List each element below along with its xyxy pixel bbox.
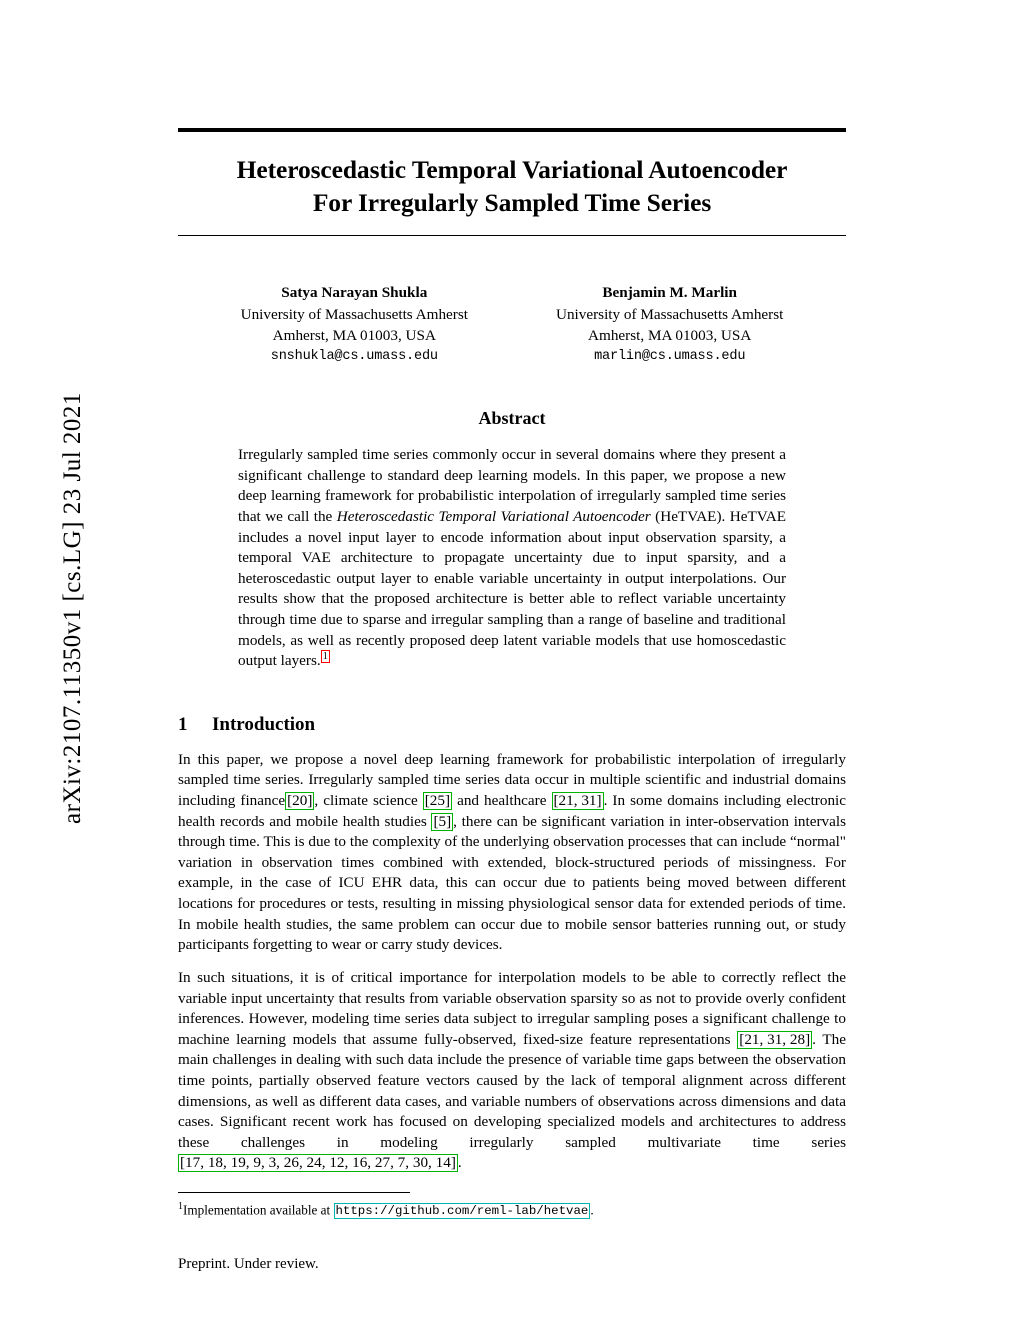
author-email: snshukla@cs.umass.edu xyxy=(270,348,438,364)
text-run: , climate science xyxy=(314,792,423,810)
author-name: Benjamin M. Marlin xyxy=(602,284,737,302)
text-run: . xyxy=(457,1154,462,1172)
footnote-text: Implementation available at xyxy=(183,1202,334,1218)
footnote-marker[interactable]: 1 xyxy=(322,651,328,663)
title-line-2: For Irregularly Sampled Time Series xyxy=(312,187,712,217)
section-number: 1 xyxy=(178,713,188,735)
abstract-italic-term: Heteroscedastic Temporal Variational Autoencoder xyxy=(336,508,651,526)
title-line-1: Heteroscedastic Temporal Variational Autoencoder xyxy=(236,155,788,184)
abstract-text-part1: Irregularly sampled time series commonly occur in several domains where they present a significant challenge to standard deep learning models. In this paper, we propose a new deep learning framework for probabilistic interpolation of irregularly sampled time series that we call the xyxy=(238,446,786,526)
text-run: In such situations, it is of critical importance for interpolation models to be able to correctly reflect the variable input uncertainty that results from variable observation sparsity so as not to provide overly confident inferences. However, modeling time series data subject to irregular sampling poses a significant challenge to machine learning models that assume fully-observed, fixed-size feature representations xyxy=(178,968,846,1048)
author-address: Amherst, MA 01003, USA xyxy=(588,327,752,345)
author-affiliation: University of Massachusetts Amherst xyxy=(240,305,468,323)
text-run: In this paper, we propose a novel deep learning framework for probabilistic interpolation of irregularly sampled time series. Irregularly sampled time series data occur in multiple scientific and industrial domains including finance xyxy=(178,750,846,810)
citation-link[interactable]: [25] xyxy=(424,792,451,810)
author-list xyxy=(178,282,846,366)
abstract-text-part2: (HeTVAE). HeTVAE includes a novel input layer to encode information about input observation sparsity, a temporal VAE architecture to propagate uncertainty due to input sparsity, and a heteroscedastic output layer to enable variable uncertainty in output interpolations. Our results show that the proposed architecture is better able to reflect variable uncertainty through time due to sparse and irregular sampling than a range of baseline and traditional models, as well as recently proposed deep latent variable models that use homoscedastic output layers. xyxy=(238,508,786,670)
paragraph-intro-2 xyxy=(178,968,846,1174)
page-title xyxy=(178,154,846,219)
footnote xyxy=(178,1200,846,1220)
citation-link[interactable]: [20] xyxy=(287,792,313,810)
footnote-number: 1 xyxy=(178,1201,183,1212)
title-bottom-rule xyxy=(178,235,846,236)
citation-link[interactable]: [5] xyxy=(433,812,452,830)
abstract-heading: Abstract xyxy=(478,408,546,429)
paragraph-intro-1 xyxy=(178,750,846,956)
footnote-separator xyxy=(178,1192,410,1193)
footnote-url-link[interactable]: https://github.com/reml-lab/hetvae xyxy=(335,1204,589,1219)
preprint-notice: Preprint. Under review. xyxy=(178,1256,319,1273)
author-address: Amherst, MA 01003, USA xyxy=(272,327,436,345)
text-run: and healthcare xyxy=(452,792,552,810)
title-top-rule xyxy=(178,128,846,132)
abstract-body xyxy=(238,445,786,672)
author-block xyxy=(241,282,468,366)
text-run: . The main challenges in dealing with such data include the presence of variable time gaps between the observation time points, partially observed feature vectors caused by the lack of temporal alignment across different dimensions, as well as different data cases, and variable numbers of observations across dimensions and data cases. Significant recent work has focused on developing specialized models and architectures to address these challenges in modeling irregularly sampled multivariate time series xyxy=(178,1030,846,1151)
text-run: . In some domains including electronic health records and mobile health studies xyxy=(178,792,847,830)
paper-page xyxy=(178,0,846,1325)
arxiv-stamp: arXiv:2107.11350v1 [cs.LG] 23 Jul 2021 xyxy=(59,392,86,824)
author-email: marlin@cs.umass.edu xyxy=(594,348,746,364)
citation-link[interactable]: [21, 31] xyxy=(553,792,602,810)
author-name: Satya Narayan Shukla xyxy=(281,284,428,302)
section-heading-introduction xyxy=(178,714,846,736)
citation-link[interactable]: [17, 18, 19, 9, 3, 26, 24, 12, 16, 27, 7, 30, 14] xyxy=(180,1154,456,1172)
citation-link[interactable]: [21, 31, 28] xyxy=(739,1030,811,1048)
author-block xyxy=(556,282,783,366)
text-run: , there can be significant variation in inter-observation intervals through time. This is due to the complexity of the underlying observation processes that can include “normal" variation in observation times combined with extended, block-structured periods of missingness. For example, in the case of ICU EHR data, this can occur due to patients being moved between different locations for procedures or tests, resulting in missing physiological sensor data for extended periods of time. In mobile health studies, the same problem can occur due to mobile sensor batteries running out, or study participants forgetting to wear or carry study devices. xyxy=(178,812,846,954)
author-affiliation: University of Massachusetts Amherst xyxy=(556,305,784,323)
section-title: Introduction xyxy=(212,713,316,735)
footnote-period: . xyxy=(590,1202,594,1218)
